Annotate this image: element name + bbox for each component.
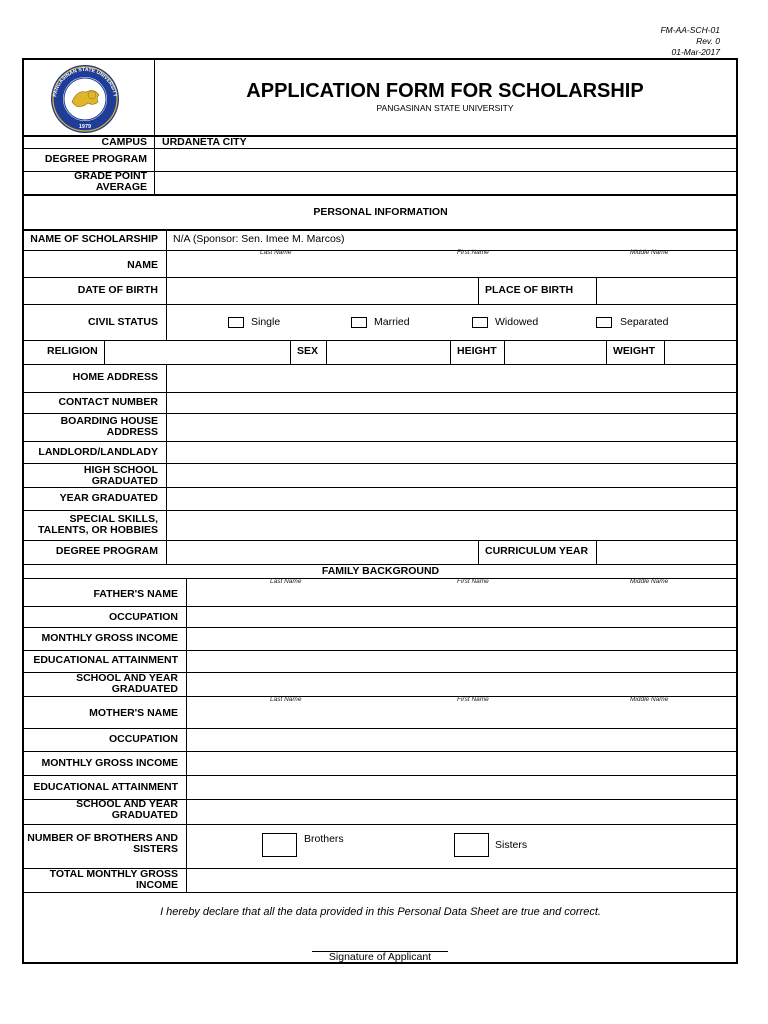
rule — [23, 606, 738, 607]
father-school-label: SCHOOL AND YEAR GRADUATED — [76, 672, 178, 695]
married-option: Married — [374, 316, 410, 328]
rule — [23, 775, 738, 776]
university-name: PANGASINAN STATE UNIVERSITY — [376, 103, 514, 113]
degree-program-label-2: DEGREE PROGRAM — [55, 545, 158, 557]
contact-number-label: CONTACT NUMBER — [58, 396, 158, 408]
column-divider — [478, 277, 479, 304]
skills-label: SPECIAL SKILLS, TALENTS, OR HOBBIES — [38, 513, 158, 536]
rule — [23, 650, 738, 651]
sisters-count-box[interactable] — [454, 833, 489, 857]
rule — [23, 148, 738, 149]
first-name-hint: First Name — [457, 249, 489, 256]
single-checkbox[interactable] — [228, 317, 244, 328]
page-title: APPLICATION FORM FOR SCHOLARSHIP — [246, 80, 644, 102]
signature-label: Signature of Applicant — [328, 951, 432, 963]
father-first-name-hint: First Name — [457, 578, 489, 585]
height-label: HEIGHT — [457, 345, 497, 357]
mother-income-label: MONTHLY GROSS INCOME — [41, 757, 178, 769]
brothers-label: Brothers — [304, 833, 344, 845]
mother-name-label: MOTHER'S NAME — [89, 707, 178, 719]
sisters-label: Sisters — [495, 839, 528, 851]
middle-name-hint: Middle Name — [630, 249, 669, 256]
high-school-label: HIGH SCHOOL GRADUATED — [83, 464, 158, 487]
scholarship-value[interactable]: N/A (Sponsor: Sen. Imee M. Marcos) — [173, 233, 345, 245]
declaration-text: I hereby declare that all the data provided in this Personal Data Sheet are true and correct. — [160, 906, 601, 918]
married-checkbox[interactable] — [351, 317, 367, 328]
mother-middle-name-hint: Middle Name — [630, 696, 669, 703]
header-divider — [154, 59, 155, 195]
weight-label: WEIGHT — [613, 345, 655, 357]
father-occupation-label: OCCUPATION — [108, 611, 178, 623]
father-middle-name-hint: Middle Name — [630, 578, 669, 585]
column-divider — [104, 340, 105, 364]
campus-value[interactable]: URDANETA CITY — [162, 136, 247, 148]
rule — [23, 304, 738, 305]
seal-year: 1979 — [78, 124, 92, 130]
form-revision: Rev. 0 — [696, 36, 720, 46]
rule — [23, 751, 738, 752]
column-divider — [478, 540, 479, 564]
religion-label: RELIGION — [47, 345, 98, 357]
widowed-checkbox[interactable] — [472, 317, 488, 328]
column-divider — [326, 340, 327, 364]
rule — [23, 487, 738, 488]
degree-program-label: DEGREE PROGRAM — [44, 153, 147, 165]
last-name-hint: Last Name — [260, 249, 292, 256]
form-code — [660, 25, 720, 58]
mother-first-name-hint: First Name — [457, 696, 489, 703]
university-seal-icon — [44, 62, 126, 134]
pob-label: PLACE OF BIRTH — [485, 284, 574, 296]
rule — [23, 229, 738, 231]
widowed-option: Widowed — [495, 316, 539, 328]
column-divider — [166, 364, 167, 564]
separated-checkbox[interactable] — [596, 317, 612, 328]
mother-school-label: SCHOOL AND YEAR GRADUATED — [76, 798, 178, 821]
curriculum-year-label: CURRICULUM YEAR — [485, 545, 589, 557]
brothers-count-box[interactable] — [262, 833, 297, 857]
rule — [23, 413, 738, 414]
mother-occupation-label: OCCUPATION — [108, 733, 178, 745]
campus-label: CAMPUS — [101, 136, 147, 148]
column-divider — [596, 540, 597, 564]
father-name-label: FATHER'S NAME — [93, 588, 178, 600]
rule — [23, 194, 738, 196]
column-divider — [596, 277, 597, 304]
rule — [23, 510, 738, 511]
father-education-label: EDUCATIONAL ATTAINMENT — [33, 654, 178, 666]
year-graduated-label: YEAR GRADUATED — [59, 492, 158, 504]
column-divider — [606, 340, 607, 364]
gpa-label: GRADE POINT AVERAGE — [74, 170, 147, 193]
rule — [23, 277, 738, 278]
seal-text: PANGASINAN STATE UNIVERSITY — [52, 66, 118, 98]
rule — [23, 540, 738, 541]
mother-last-name-hint: Last Name — [270, 696, 302, 703]
rule — [23, 441, 738, 442]
father-income-label: MONTHLY GROSS INCOME — [41, 632, 178, 644]
personal-info-heading: PERSONAL INFORMATION — [313, 206, 448, 218]
column-divider — [450, 340, 451, 364]
rule — [23, 364, 738, 365]
single-option: Single — [251, 316, 281, 328]
rule — [23, 392, 738, 393]
rule — [23, 627, 738, 628]
rule — [23, 824, 738, 825]
rule — [23, 340, 738, 341]
name-label: NAME — [127, 259, 158, 271]
rule — [23, 728, 738, 729]
column-divider — [290, 340, 291, 364]
column-divider — [186, 578, 187, 892]
siblings-label: NUMBER OF BROTHERS AND SISTERS — [27, 832, 178, 855]
scholarship-label: NAME OF SCHOLARSHIP — [30, 233, 158, 245]
total-income-label: TOTAL MONTHLY GROSS INCOME — [49, 868, 178, 891]
column-divider — [664, 340, 665, 364]
family-background-heading: FAMILY BACKGROUND — [321, 565, 440, 577]
separated-option: Separated — [620, 316, 669, 328]
column-divider — [504, 340, 505, 364]
form-code-number: FM-AA-SCH-01 — [660, 25, 720, 35]
home-address-label: HOME ADDRESS — [72, 371, 158, 383]
father-last-name-hint: Last Name — [270, 578, 302, 585]
dob-label: DATE OF BIRTH — [77, 284, 158, 296]
form-date: 01-Mar-2017 — [671, 47, 720, 57]
landlord-label: LANDLORD/LANDLADY — [38, 446, 158, 458]
civil-status-label: CIVIL STATUS — [87, 316, 158, 328]
boarding-house-label: BOARDING HOUSE ADDRESS — [60, 415, 158, 438]
sex-label: SEX — [297, 345, 319, 357]
mother-education-label: EDUCATIONAL ATTAINMENT — [33, 781, 178, 793]
column-divider — [166, 229, 167, 340]
rule — [23, 892, 738, 893]
